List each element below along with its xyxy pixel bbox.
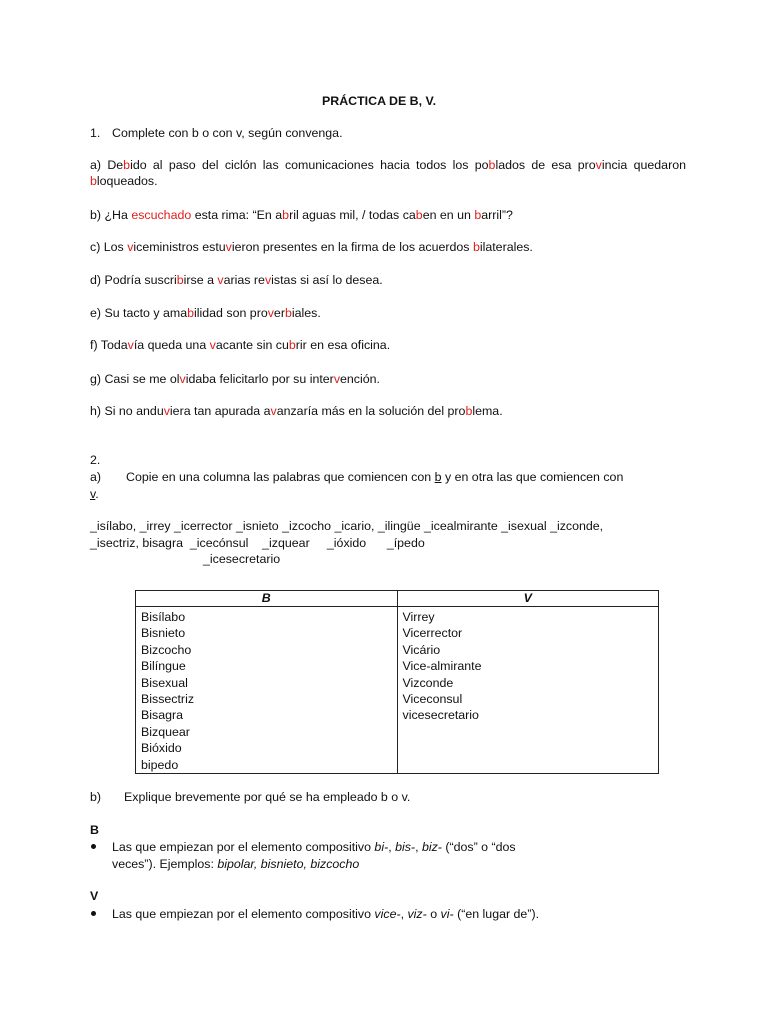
q1-item-b <box>90 207 513 223</box>
sentence-text: istas si así lo desea. <box>271 273 383 287</box>
v-word: Vizconde <box>402 675 454 690</box>
sentence-text: ía queda una <box>133 338 210 352</box>
table-header-v: V <box>397 591 659 607</box>
sentence-text: ril aguas mil, / todas ca <box>289 208 416 222</box>
sentence-text: esta rima: “En a <box>191 208 283 222</box>
sentence-text: iceministros estu <box>133 240 226 254</box>
sentence-text: lados de esa pro <box>495 158 596 172</box>
answer-letter: v <box>225 240 232 254</box>
sentence-text: arias re <box>223 273 265 287</box>
q1-instruction: Complete con b o con v, según convenga. <box>112 126 343 140</box>
table-column-b <box>136 607 398 774</box>
b-prefix-bis: bis- <box>395 840 416 854</box>
b-prefix-biz: biz- <box>421 840 442 854</box>
sentence-text: lema. <box>472 404 503 418</box>
sentence-text: en en un <box>422 208 475 222</box>
sentence-text: idaba felicitarlo por su inter <box>185 372 334 386</box>
separator: , <box>415 840 422 854</box>
sentence-text: ención. <box>340 372 380 386</box>
answer-letter: b <box>465 404 473 418</box>
b-examples-label: veces”). Ejemplos: <box>112 857 218 871</box>
v-word: Vice-almirante <box>402 659 482 674</box>
b-explanation-text: Las que empiezan por el elemento compositivo <box>112 840 375 854</box>
answer-letter: escuchado <box>131 208 192 222</box>
sentence-text: g) Casi se me ol <box>90 372 180 386</box>
v-explanation-line <box>112 906 539 922</box>
answer-letter: b <box>415 208 423 222</box>
sentence-text: er <box>273 306 285 320</box>
q1-item-c <box>90 239 533 255</box>
q1-item-h <box>90 403 503 419</box>
v-prefix-vi: vi- <box>440 907 454 921</box>
b-explanation-line-2 <box>112 856 359 872</box>
separator: , <box>400 907 408 921</box>
q2-words-line-2: _isectriz, bisagra _icecónsul _izquear _ióxido _ípedo <box>90 536 425 550</box>
table-column-v <box>397 607 659 774</box>
sentence-text: ilidad son pro <box>194 306 268 320</box>
sentence-text: anzaría más en la solución del pro <box>276 404 466 418</box>
b-word: Bizquear <box>141 724 190 739</box>
separator: , <box>388 840 396 854</box>
q2-words-line-3: _icesecretario <box>203 552 281 566</box>
v-prefix-viz: viz- <box>407 907 427 921</box>
b-examples: bipolar, bisnieto, bizcocho <box>217 857 360 871</box>
b-word: Bisílabo <box>141 610 186 624</box>
v-prefix-vice: vice- <box>374 907 401 921</box>
sentence-text: acante sin cu <box>215 338 289 352</box>
b-word: bipedo <box>141 757 179 772</box>
sentence-text: f) Toda <box>90 338 128 352</box>
q2-part-a-v: v <box>90 487 96 501</box>
sentence-text: iales. <box>291 306 321 320</box>
answer-letter: v <box>127 338 134 352</box>
q2-part-b-label: b) <box>90 790 102 804</box>
b-word: Bisnieto <box>141 626 186 641</box>
q1-item-g <box>90 371 380 387</box>
answer-letter: b <box>474 208 482 222</box>
answer-letter: v <box>264 273 272 287</box>
b-explanation-line-1 <box>112 839 516 855</box>
sentence-text: b) ¿Ha <box>90 208 132 222</box>
answer-letter: v <box>595 158 602 172</box>
answer-letter: b <box>90 174 97 188</box>
v-word: vicesecretario <box>402 708 479 723</box>
q2-part-a-text-1: Copie en una columna las palabras que comiencen con <box>126 470 435 484</box>
answer-letter: v <box>209 338 216 352</box>
b-word: Bizcocho <box>141 642 192 657</box>
separator: o <box>426 907 441 921</box>
b-word: Bisagra <box>141 708 184 723</box>
b-word: Bióxido <box>141 741 182 756</box>
sentence-text: d) Podría suscri <box>90 273 177 287</box>
answer-letter: v <box>127 240 134 254</box>
q2-part-a-text-2: y en otra las que comiencen con <box>441 470 624 484</box>
q1-item-a <box>90 157 686 189</box>
b-word: Bissectriz <box>141 691 195 706</box>
answer-letter: b <box>282 208 290 222</box>
answer-letter: v <box>179 372 186 386</box>
table-header-b: B <box>136 591 398 607</box>
q2-part-b-instruction: Explique brevemente por qué se ha empleado b o v. <box>124 790 411 804</box>
answer-letter: b <box>187 306 195 320</box>
q1-item-f <box>90 337 390 353</box>
answer-letter: b <box>472 240 480 254</box>
sentence-text: ieron presentes en la firma de los acuerdos <box>231 240 473 254</box>
answer-letter: b <box>176 273 184 287</box>
q2-part-a-period: . <box>95 487 99 501</box>
sentence-text: e) Su tacto y ama <box>90 306 188 320</box>
v-meaning: (“en lugar de”). <box>453 907 540 921</box>
bullet-icon <box>90 843 98 851</box>
q1-item-e <box>90 305 321 321</box>
q2-part-a-instruction <box>126 469 623 485</box>
v-word: Viceconsul <box>402 691 463 706</box>
q2-number: 2. <box>90 453 101 467</box>
v-section-heading: V <box>90 889 99 903</box>
sentence-text: loqueados. <box>96 174 158 188</box>
sentence-text: c) Los <box>90 240 128 254</box>
b-word: Bisexual <box>141 675 188 690</box>
b-meaning: (“dos” o “dos <box>441 840 516 854</box>
b-prefix-bi: bi- <box>374 840 389 854</box>
sentence-text: a) De <box>90 158 124 172</box>
b-section-heading: B <box>90 823 99 837</box>
sentence-text: rir en esa oficina. <box>295 338 391 352</box>
answer-letter: v <box>270 404 277 418</box>
sentence-text: irse a <box>183 273 218 287</box>
sentence-text: arril”? <box>481 208 513 222</box>
page-title: PRÁCTICA DE B, V. <box>322 94 437 108</box>
q1-item-d <box>90 272 383 288</box>
q1-number: 1. <box>90 126 101 140</box>
answer-letter: v <box>217 273 224 287</box>
sentence-text: ido al paso del ciclón las comunicaciones hacia todos los po <box>130 158 489 172</box>
q2-part-a-label: a) <box>90 470 102 484</box>
q2-part-a-instruction-end <box>90 486 99 502</box>
v-word: Vicerrector <box>402 626 463 641</box>
bv-table <box>135 590 659 774</box>
sentence-text: h) Si no andu <box>90 404 164 418</box>
answer-letter: v <box>163 404 170 418</box>
q2-part-a-b: b <box>434 470 442 484</box>
sentence-text: incia quedaron <box>601 158 686 172</box>
answer-letter: v <box>333 372 341 386</box>
q2-words-line-1: _isílabo, _irrey _icerrector _isnieto _izcocho _icario, _ilingüe _icealmirante _isexual _izconde, <box>90 519 604 533</box>
v-word: Vicário <box>402 642 441 657</box>
sentence-text: ilaterales. <box>479 240 533 254</box>
v-explanation-text: Las que empiezan por el elemento compositivo <box>112 907 375 921</box>
sentence-text: iera tan apurada a <box>169 404 271 418</box>
answer-letter: b <box>284 306 292 320</box>
v-word: Virrey <box>402 610 435 624</box>
answer-letter: b <box>288 338 296 352</box>
answer-letter: v <box>267 306 274 320</box>
b-word: Bilíngue <box>141 659 186 674</box>
answer-letter: b <box>488 158 496 172</box>
answer-letter: b <box>123 158 131 172</box>
bullet-icon <box>90 910 98 918</box>
